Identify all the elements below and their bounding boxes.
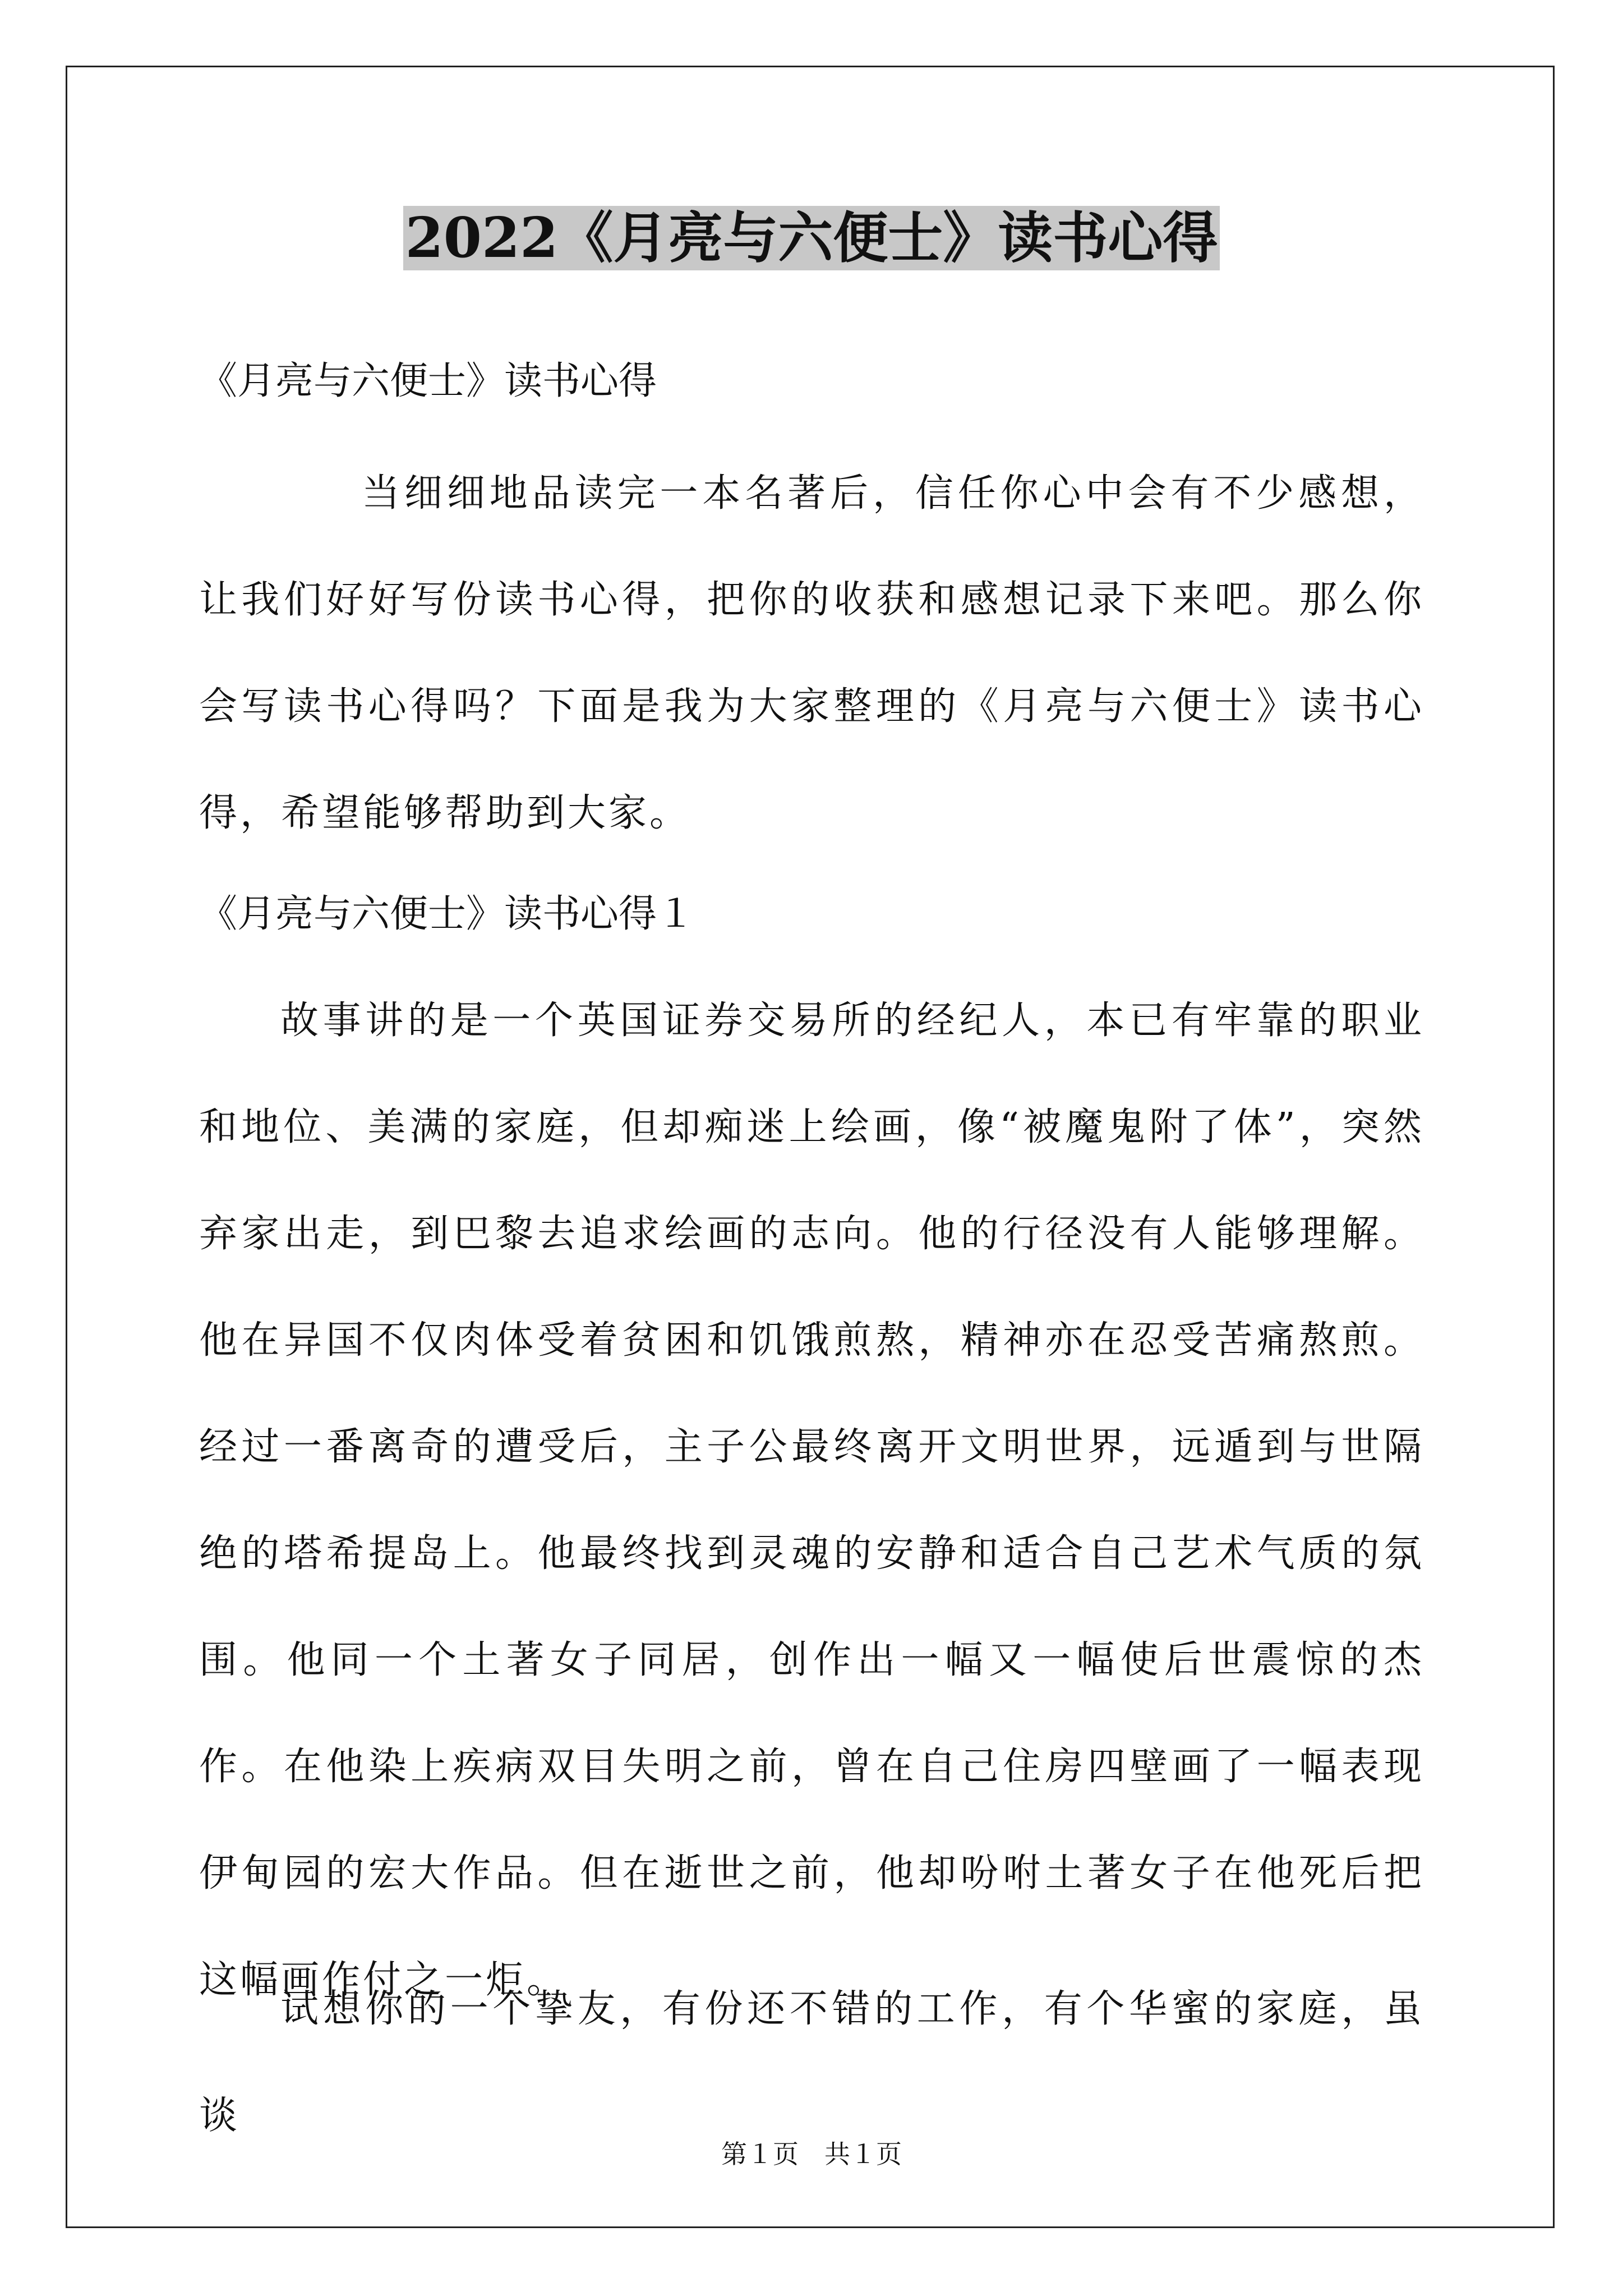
document-title-text: 2022《月亮与六便士》读书心得 xyxy=(403,206,1220,270)
section-heading: 《月亮与六便士》读书心得１ xyxy=(199,892,695,936)
body-paragraph-2: 试想你的一个挚友，有份还不错的工作，有个华蜜的家庭，虽谈 xyxy=(199,1987,1424,2138)
body-paragraph-1: 故事讲的是一个英国证券交易所的经纪人，本已有牢靠的职业和地位、美满的家庭，但却痴迷上绘画，像“被魔鬼附了体”，突然弃家出走，到巴黎去追求绘画的志向。他的行径没有人能够理解。他在异国不仅肉体受着贫困和饥饿煎熬，精神亦在忍受苦痛熬煎。经过一番离奇的遭受后，主子公最终离开文明世界，远遁到与世隔绝的塔希提岛上。他最终找到灵魂的安静和适合自己艺术气质的氛围。他同一个土著女子同居，创作出一幅又一幅使后世震惊的杰作。在他染上疾病双目失明之前，曾在自己住房四壁画了一幅表现伊甸园的宏大作品。但在逝世之前，他却吩咐土著女子在他死后把这幅画作付之一炬。 xyxy=(199,999,1424,2002)
document-subtitle: 《月亮与六便士》读书心得 xyxy=(199,359,657,403)
page-footer: 第１页 共１页 xyxy=(721,2139,902,2169)
document-title xyxy=(0,196,1623,280)
intro-paragraph: 当细细地品读完一本名著后，信任你心中会有不少感想，让我们好好写份读书心得，把你的收获和感想记录下来吧。那么你会写读书心得吗？下面是我为大家整理的《月亮与六便士》读书心得，希望能够帮助到大家。 xyxy=(199,471,1424,835)
